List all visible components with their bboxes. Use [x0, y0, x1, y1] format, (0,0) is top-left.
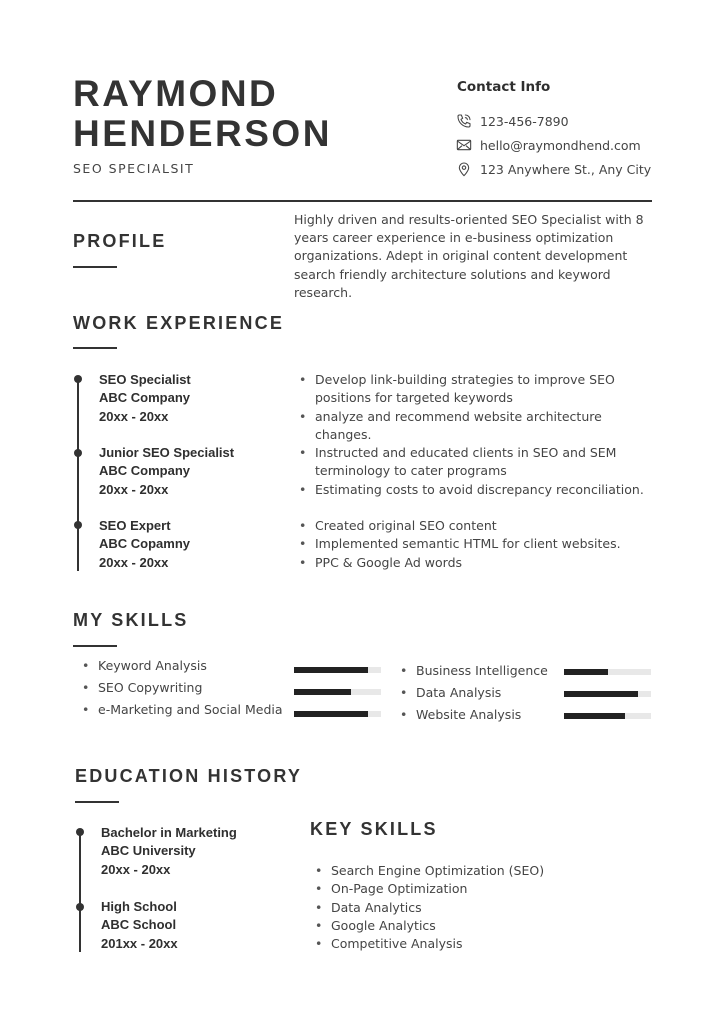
work-timeline — [77, 380, 79, 571]
work-experience-heading: WORK EXPERIENCE — [73, 313, 285, 333]
skill-level-bar — [294, 689, 381, 695]
job-bullet: • PPC & Google Ad words — [297, 554, 667, 572]
education-degree: Bachelor in Marketing — [101, 825, 237, 840]
profile-summary — [294, 211, 664, 302]
phone-text: 123-456-7890 — [480, 113, 569, 129]
education-heading: EDUCATION HISTORY — [75, 766, 303, 786]
education-entry — [101, 824, 237, 879]
education-underline — [75, 801, 119, 803]
name-last: HENDERSON — [73, 113, 332, 154]
job-bullet: • Implemented semantic HTML for client websites. — [297, 535, 667, 553]
skill-level-fill — [564, 691, 638, 697]
job-company: ABC Company — [99, 390, 191, 406]
job-title: SEO SPECIALSIT — [73, 161, 195, 176]
timeline-dot — [74, 521, 82, 529]
skill-level-fill — [564, 713, 625, 719]
address-text: 123 Anywhere St., Any City — [480, 161, 652, 177]
job-bullet-continuation — [297, 426, 667, 444]
skill-name: • SEO Copywriting — [80, 677, 300, 699]
key-skill-item: • On-Page Optimization — [313, 880, 613, 898]
job-role: SEO Specialist — [99, 372, 191, 387]
skill-level-fill — [294, 711, 368, 717]
job-years: 20xx - 20xx — [99, 408, 169, 424]
timeline-dot — [76, 903, 84, 911]
job-entry — [99, 444, 234, 499]
job-years: 20xx - 20xx — [99, 554, 169, 570]
education-degree: High School — [101, 899, 177, 914]
key-skills-list — [313, 862, 613, 953]
timeline-dot — [74, 449, 82, 457]
profile-line: research. — [294, 284, 353, 300]
job-bullet-text: changes. — [315, 426, 372, 442]
job-bullet: • Estimating costs to avoid discrepancy reconciliation. — [297, 481, 667, 499]
skill-name: • Keyword Analysis — [80, 655, 300, 677]
location-pin-icon — [456, 161, 472, 177]
skill-level-bar — [294, 667, 381, 673]
job-role: SEO Expert — [99, 518, 171, 533]
job-entry — [99, 517, 190, 572]
job-bullets — [297, 371, 667, 444]
key-skills-heading: KEY SKILLS — [310, 819, 438, 839]
timeline-dot — [74, 375, 82, 383]
resume-name — [73, 74, 332, 154]
skill-level-fill — [294, 667, 368, 673]
skills-heading: MY SKILLS — [73, 610, 189, 630]
skill-level-fill — [564, 669, 608, 675]
work-underline — [73, 347, 117, 349]
job-company: ABC Company — [99, 463, 191, 479]
email-text: hello@raymondhend.com — [480, 137, 641, 153]
contact-phone — [456, 113, 569, 129]
skill-level-bar — [294, 711, 381, 717]
skills-underline — [73, 645, 117, 647]
profile-line: search friendly architecture solutions and keyword — [294, 266, 611, 282]
job-entry — [99, 371, 191, 426]
education-timeline — [79, 834, 81, 952]
skill-level-bar — [564, 713, 651, 719]
job-bullet-text: terminology to cater programs — [315, 463, 507, 479]
header-divider — [73, 200, 652, 202]
education-school: ABC University — [101, 843, 196, 859]
skill-level-bar — [564, 669, 651, 675]
skill-name: • Data Analysis — [398, 682, 568, 704]
job-years: 20xx - 20xx — [99, 481, 169, 497]
contact-address — [456, 161, 651, 177]
job-bullets — [297, 444, 667, 499]
name-first: RAYMOND — [73, 73, 279, 114]
skill-name: • e-Marketing and Social Media — [80, 699, 300, 721]
profile-line: Highly driven and results-oriented SEO Specialist with 8 — [294, 212, 644, 227]
skill-name: • Website Analysis — [398, 704, 568, 726]
job-bullet: • Develop link-building strategies to improve SEO — [297, 371, 667, 389]
job-bullet: • Instructed and educated clients in SEO and SEM — [297, 444, 667, 462]
contact-email — [456, 137, 641, 153]
skills-list-left — [80, 655, 300, 721]
mail-icon — [456, 137, 472, 153]
profile-line: organizations. Adept in original content development — [294, 248, 628, 264]
job-bullet-text: positions for targeted keywords — [315, 390, 513, 406]
education-years: 20xx - 20xx — [101, 861, 171, 877]
profile-heading: PROFILE — [73, 231, 167, 251]
job-bullets — [297, 517, 667, 572]
education-years: 201xx - 20xx — [101, 935, 178, 951]
contact-info-heading: Contact Info — [457, 79, 551, 95]
skills-list-right — [398, 660, 568, 726]
profile-underline — [73, 266, 117, 268]
profile-line: years career experience in e-business optimization — [294, 230, 614, 246]
key-skill-item: • Data Analytics — [313, 899, 613, 917]
job-bullet: • analyze and recommend website architecture — [297, 408, 667, 426]
education-school: ABC School — [101, 917, 177, 933]
job-bullet: • Created original SEO content — [297, 517, 667, 535]
education-entry — [101, 898, 178, 953]
key-skill-item: • Google Analytics — [313, 917, 613, 935]
job-company: ABC Copamny — [99, 536, 191, 552]
timeline-dot — [76, 828, 84, 836]
phone-icon — [456, 113, 472, 129]
key-skill-item: • Competitive Analysis — [313, 935, 613, 953]
skill-level-bar — [564, 691, 651, 697]
job-role: Junior SEO Specialist — [99, 445, 235, 460]
skill-level-fill — [294, 689, 351, 695]
key-skill-item: • Search Engine Optimization (SEO) — [313, 862, 613, 880]
skill-name: • Business Intelligence — [398, 660, 568, 682]
job-bullet-continuation — [297, 462, 667, 480]
job-bullet-continuation — [297, 389, 667, 407]
